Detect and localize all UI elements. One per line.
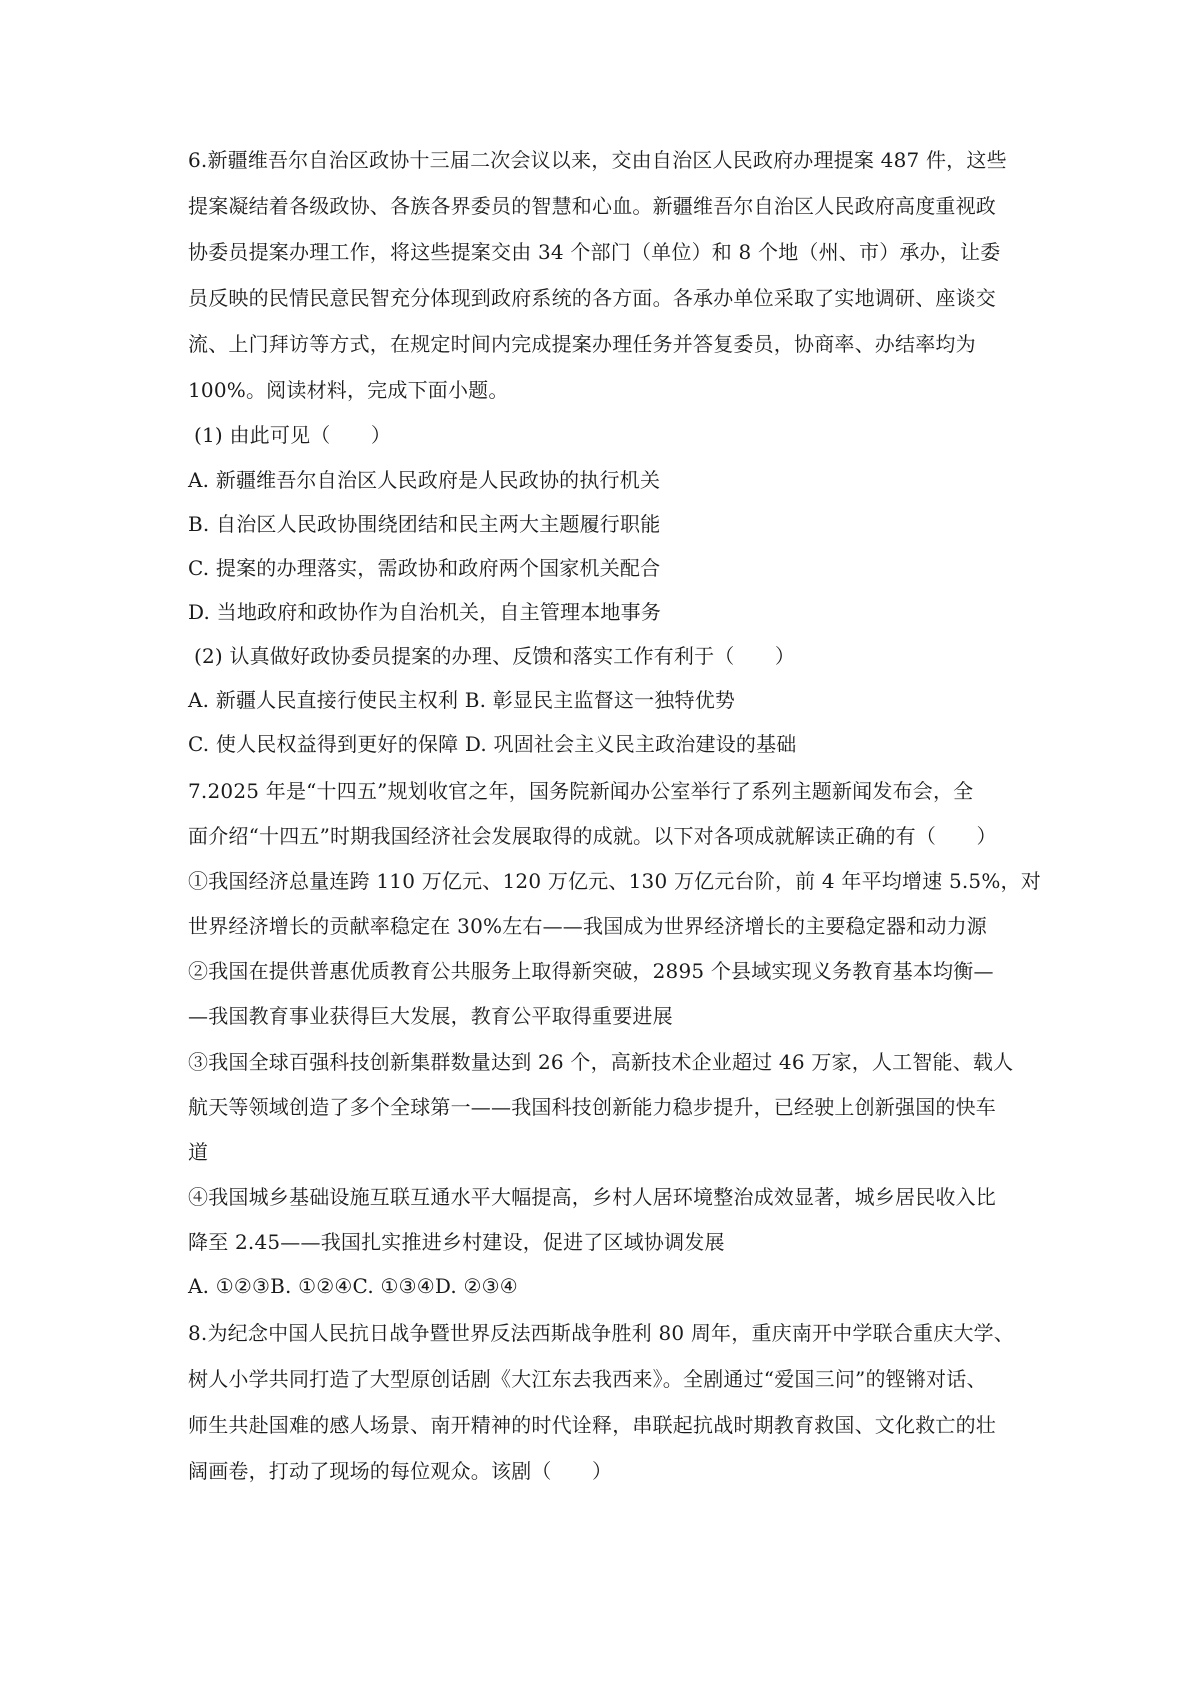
- q7-item-line: 道: [188, 1140, 209, 1164]
- q6-stem-line: 提案凝结着各级政协、各族各界委员的智慧和心血。新疆维吾尔自治区人民政府高度重视政: [188, 194, 996, 218]
- q8-stem-line: 树人小学共同打造了大型原创话剧《大江东去我西来》。全剧通过“爱国三问”的铿锵对话、: [188, 1367, 987, 1391]
- q8-stem-line: 师生共赴国难的感人场景、南开精神的时代诠释，串联起抗战时期教育救国、文化救亡的壮: [188, 1413, 996, 1437]
- q6-stem-line: 6.新疆维吾尔自治区政协十三届二次会议以来，交由自治区人民政府办理提案 487 件，这些: [188, 148, 1007, 172]
- q6-sub2-options-cd: C. 使人民权益得到更好的保障 D. 巩固社会主义民主政治建设的基础: [188, 732, 797, 756]
- q6-sub1-option-d: D. 当地政府和政协作为自治机关，自主管理本地事务: [188, 600, 662, 624]
- q8-stem-line: 8.为纪念中国人民抗日战争暨世界反法西斯战争胜利 80 周年，重庆南开中学联合重庆大学、: [188, 1321, 1015, 1345]
- q6-sub1-option-c: C. 提案的办理落实，需政协和政府两个国家机关配合: [188, 556, 661, 580]
- q7-item-line: ①我国经济总量连跨 110 万亿元、120 万亿元、130 万亿元台阶，前 4 年平均增速 5.5%，对: [188, 869, 1041, 893]
- q8-stem-line: 阔画卷，打动了现场的每位观众。该剧（ ）: [188, 1459, 613, 1483]
- q7-item-line: 降至 2.45——我国扎实推进乡村建设，促进了区域协调发展: [188, 1230, 725, 1254]
- q7-item-line: ②我国在提供普惠优质教育公共服务上取得新突破，2895 个县域实现义务教育基本均衡—: [188, 959, 994, 983]
- q7-item-line: —我国教育事业获得巨大发展，教育公平取得重要进展: [188, 1004, 673, 1028]
- q6-stem-line: 流、上门拜访等方式，在规定时间内完成提案办理任务并答复委员，协商率、办结率均为: [188, 332, 976, 356]
- q6-stem-line: 100%。阅读材料，完成下面小题。: [188, 378, 509, 402]
- q6-sub1-option-b: B. 自治区人民政协围绕团结和民主两大主题履行职能: [188, 512, 661, 536]
- q7-item-line: ④我国城乡基础设施互联互通水平大幅提高，乡村人居环境整治成效显著，城乡居民收入比: [188, 1185, 996, 1209]
- q6-sub2-options-ab: A. 新疆人民直接行使民主权利 B. 彰显民主监督这一独特优势: [188, 688, 736, 712]
- q7-options: A. ①②③B. ①②④C. ①③④D. ②③④: [188, 1274, 518, 1298]
- q7-item-line: ③我国全球百强科技创新集群数量达到 26 个，高新技术企业超过 46 万家，人工智能、载人: [188, 1050, 1014, 1074]
- q7-item-line: 航天等领域创造了多个全球第一——我国科技创新能力稳步提升，已经驶上创新强国的快车: [188, 1095, 996, 1119]
- q6-stem-line: 协委员提案办理工作，将这些提案交由 34 个部门（单位）和 8 个地（州、市）承办，让委: [188, 240, 1001, 264]
- q6-sub2-question: (2) 认真做好政协委员提案的办理、反馈和落实工作有利于（ ）: [194, 644, 796, 668]
- q6-sub1-option-a: A. 新疆维吾尔自治区人民政府是人民政协的执行机关: [188, 468, 661, 492]
- q7-stem-line: 面介绍“十四五”时期我国经济社会发展取得的成就。以下对各项成就解读正确的有（ ）: [188, 824, 997, 848]
- q7-stem-line: 7.2025 年是“十四五”规划收官之年，国务院新闻办公室举行了系列主题新闻发布会，全: [188, 779, 974, 803]
- q7-item-line: 世界经济增长的贡献率稳定在 30%左右——我国成为世界经济增长的主要稳定器和动力源: [188, 914, 988, 938]
- q6-stem-line: 员反映的民情民意民智充分体现到政府系统的各方面。各承办单位采取了实地调研、座谈交: [188, 286, 996, 310]
- q6-sub1-question: (1) 由此可见（ ）: [194, 423, 392, 447]
